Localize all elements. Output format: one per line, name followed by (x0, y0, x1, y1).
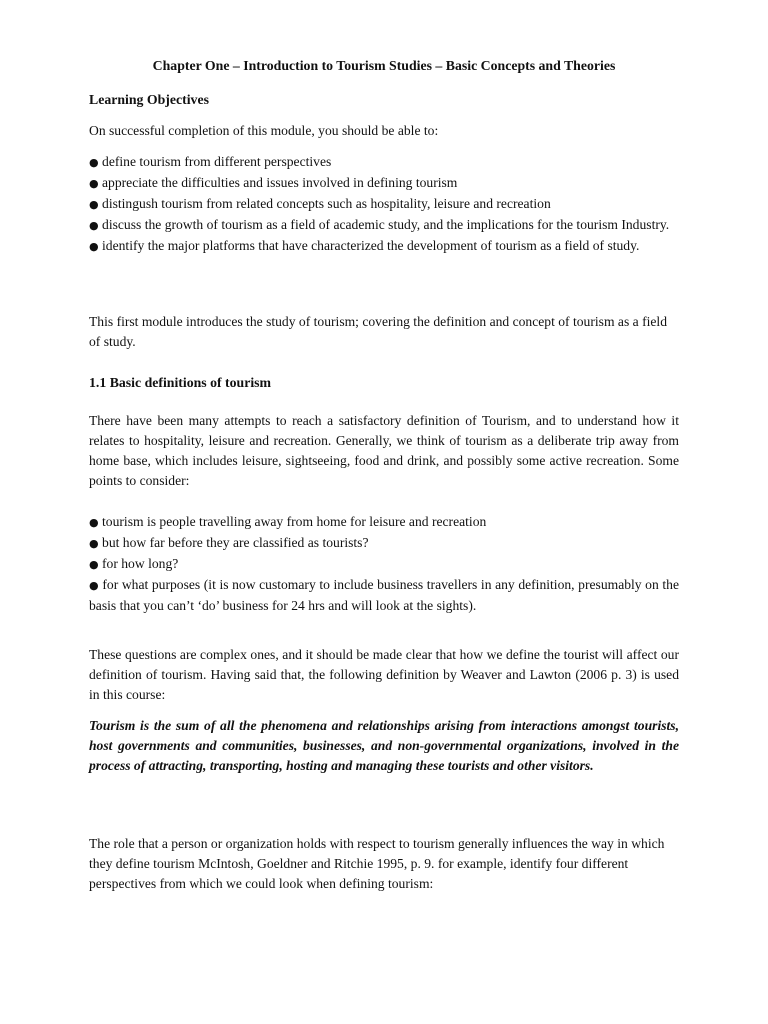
section-heading: 1.1 Basic definitions of tourism (89, 375, 272, 390)
objectives-intro: On successful completion of this module, you should be able to: (89, 123, 439, 138)
bullet-icon: ● (89, 198, 99, 211)
definitions-paragraph: There have been many attempts to reach a satisfactory definition of Tourism, and to understand how it relates to hospitality, leisure and recreation. Generally, we think of tourism as a deliberate trip away from home base, which includes leisure, sightseeing, food and drink, and possibly some active recreation. Some points to consider: (89, 413, 679, 488)
module-intro-paragraph: This first module introduces the study of tourism; covering the definition and concept of tourism as a field of study. (89, 314, 667, 349)
list-item: ● define tourism from different perspectives (89, 154, 332, 169)
list-item: ● but how far before they are classified as tourists? (89, 535, 369, 550)
tourism-definition-quote: Tourism is the sum of all the phenomena and relationships arising from interactions amongst tourists, host governments and communities, businesses, and non-governmental organizations, involved in the process of attracting, transporting, hosting and managing these tourists and other visitors. (89, 718, 679, 773)
bullet-icon: ● (89, 537, 99, 550)
list-item: ● distingush tourism from related concepts such as hospitality, leisure and recreation (89, 196, 551, 211)
bullet-icon: ● (89, 177, 99, 190)
bullet-icon: ● (89, 516, 99, 529)
objectives-list (89, 152, 679, 257)
perspectives-paragraph: The role that a person or organization holds with respect to tourism generally influences the way in which they define tourism McIntosh, Goeldner and Ritchie 1995, p. 9. for example, identify four different perspectives from which we could look when defining tourism: (89, 836, 665, 891)
bullet-icon: ● (89, 156, 99, 169)
bullet-icon: ● (89, 579, 99, 592)
complexity-paragraph: These questions are complex ones, and it should be made clear that how we define the tourist will affect our definition of tourism. Having said that, the following definition by Weaver and Lawton (2006 p. 3) is used in this course: (89, 647, 679, 702)
list-item: ● discuss the growth of tourism as a field of academic study, and the implications for the tourism Industry. (89, 217, 670, 232)
bullet-icon: ● (89, 240, 99, 253)
list-item: ● for how long? (89, 556, 179, 571)
bullet-icon: ● (89, 558, 99, 571)
list-item: ● appreciate the difficulties and issues involved in defining tourism (89, 175, 458, 190)
chapter-title: Chapter One – Introduction to Tourism Studies – Basic Concepts and Theories (152, 58, 616, 73)
list-item: ● tourism is people travelling away from home for leisure and recreation (89, 514, 487, 529)
bullet-icon: ● (89, 219, 99, 232)
list-item: ● identify the major platforms that have characterized the development of tourism as a field of study. (89, 238, 640, 253)
points-list (89, 512, 679, 616)
learning-objectives-heading: Learning Objectives (89, 92, 209, 107)
list-item: ● for what purposes (it is now customary to include business travellers in any definition, presumably on the basis that you can’t ‘do’ business for 24 hrs and will look at the sights). (89, 577, 679, 613)
